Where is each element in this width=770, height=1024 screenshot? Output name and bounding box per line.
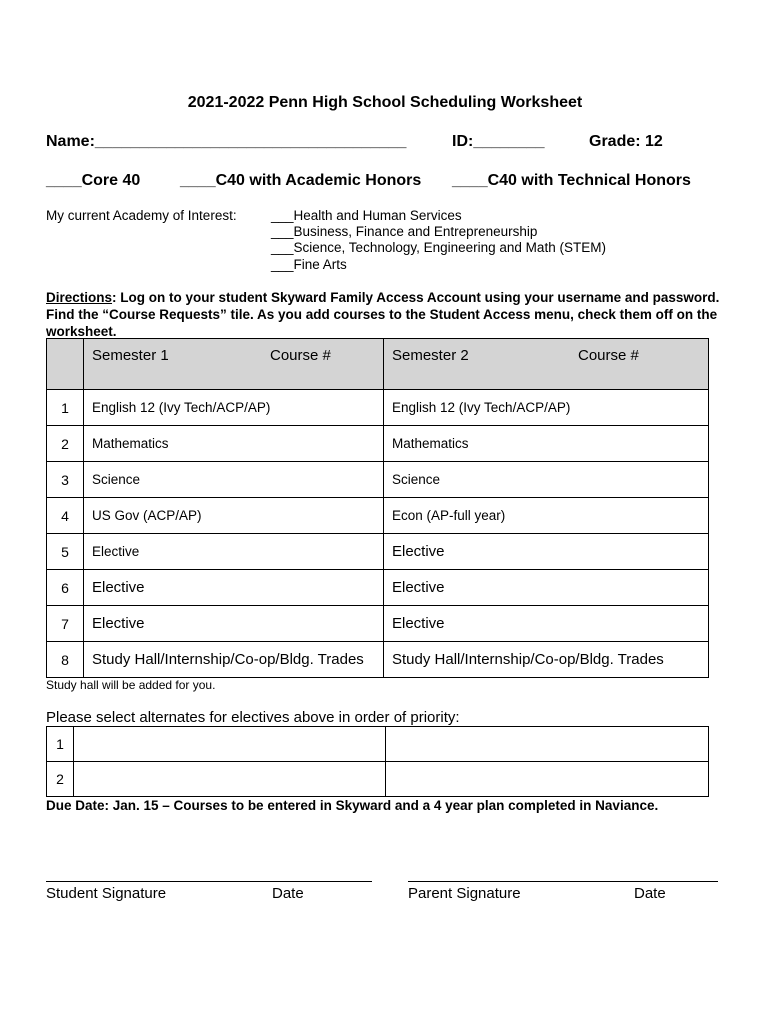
student-signature-label: Student Signature bbox=[46, 885, 167, 902]
row-number: 4 bbox=[47, 498, 84, 534]
semester2-course[interactable]: English 12 (Ivy Tech/ACP/AP) bbox=[384, 390, 709, 426]
student-date-label: Date bbox=[272, 885, 304, 902]
semester1-course[interactable]: US Gov (ACP/AP) bbox=[84, 498, 384, 534]
academy-label: My current Academy of Interest: bbox=[46, 208, 237, 223]
id-field[interactable]: ID:________ bbox=[452, 133, 545, 150]
semester2-course[interactable]: Elective bbox=[384, 534, 709, 570]
schedule-header-row bbox=[47, 339, 709, 390]
row-number: 7 bbox=[47, 606, 84, 642]
semester2-course[interactable]: Science bbox=[384, 462, 709, 498]
row-number: 2 bbox=[47, 426, 84, 462]
grade-label: Grade: 12 bbox=[589, 133, 663, 150]
diploma-option-academic-honors[interactable]: ____C40 with Academic Honors bbox=[180, 172, 422, 189]
row-number: 6 bbox=[47, 570, 84, 606]
table-row bbox=[47, 606, 709, 642]
table-row bbox=[47, 498, 709, 534]
alternate-entry-2b[interactable] bbox=[386, 762, 709, 797]
directions-text: : Log on to your student Skyward Family Access Account using your username and password. Find the “Course Requests” tile. As you add courses to the Student Access menu, check them off on the worksheet. bbox=[46, 290, 720, 339]
row-number: 5 bbox=[47, 534, 84, 570]
semester1-course[interactable]: Elective bbox=[84, 606, 384, 642]
table-row bbox=[47, 426, 709, 462]
semester2-course[interactable]: Econ (AP-full year) bbox=[384, 498, 709, 534]
semester1-course[interactable]: Mathematics bbox=[84, 426, 384, 462]
header-course1: Course # bbox=[270, 347, 331, 364]
row-number: 8 bbox=[47, 642, 84, 678]
semester1-course[interactable]: English 12 (Ivy Tech/ACP/AP) bbox=[84, 390, 384, 426]
table-row bbox=[47, 727, 709, 762]
due-date-note: Due Date: Jan. 15 – Courses to be entered in Skyward and a 4 year plan completed in Naviance. bbox=[46, 798, 659, 813]
semester1-course[interactable]: Study Hall/Internship/Co-op/Bldg. Trades bbox=[84, 642, 384, 678]
academy-option-stem[interactable]: ___Science, Technology, Engineering and Math (STEM) bbox=[271, 240, 606, 255]
semester1-course[interactable]: Elective bbox=[84, 534, 384, 570]
name-field[interactable]: Name:___________________________________ bbox=[46, 133, 407, 150]
academy-option-fine-arts[interactable]: ___Fine Arts bbox=[271, 257, 347, 272]
student-signature-line[interactable] bbox=[46, 881, 372, 882]
alternates-table bbox=[46, 726, 709, 797]
directions-paragraph bbox=[46, 289, 726, 340]
directions-label: Directions bbox=[46, 290, 113, 305]
academy-option-health[interactable]: ___Health and Human Services bbox=[271, 208, 462, 223]
row-number: 3 bbox=[47, 462, 84, 498]
alternate-entry-2a[interactable] bbox=[74, 762, 386, 797]
alternate-number: 2 bbox=[47, 762, 74, 797]
schedule-table bbox=[46, 338, 709, 678]
alternate-entry-1b[interactable] bbox=[386, 727, 709, 762]
parent-signature-line[interactable] bbox=[408, 881, 718, 882]
table-row bbox=[47, 762, 709, 797]
header-semester1-cell bbox=[84, 339, 384, 390]
header-course2: Course # bbox=[578, 347, 639, 364]
table-row bbox=[47, 462, 709, 498]
parent-signature-label: Parent Signature bbox=[408, 885, 521, 902]
row-number: 1 bbox=[47, 390, 84, 426]
table-row bbox=[47, 390, 709, 426]
semester2-course[interactable]: Mathematics bbox=[384, 426, 709, 462]
alternate-entry-1a[interactable] bbox=[74, 727, 386, 762]
table-row bbox=[47, 534, 709, 570]
academy-option-business[interactable]: ___Business, Finance and Entrepreneurship bbox=[271, 224, 538, 239]
alternates-prompt: Please select alternates for electives above in order of priority: bbox=[46, 709, 460, 726]
semester1-course[interactable]: Elective bbox=[84, 570, 384, 606]
diploma-option-technical-honors[interactable]: ____C40 with Technical Honors bbox=[452, 172, 691, 189]
page-title: 2021-2022 Penn High School Scheduling Worksheet bbox=[187, 94, 583, 111]
table-row bbox=[47, 570, 709, 606]
diploma-option-core40[interactable]: ____Core 40 bbox=[46, 172, 141, 189]
header-semester2-cell bbox=[384, 339, 709, 390]
parent-date-label: Date bbox=[634, 885, 666, 902]
study-hall-note: Study hall will be added for you. bbox=[46, 678, 216, 692]
alternate-number: 1 bbox=[47, 727, 74, 762]
semester2-course[interactable]: Study Hall/Internship/Co-op/Bldg. Trades bbox=[384, 642, 709, 678]
semester1-course[interactable]: Science bbox=[84, 462, 384, 498]
header-semester2: Semester 2 bbox=[392, 347, 469, 364]
table-row bbox=[47, 642, 709, 678]
header-number-cell bbox=[47, 339, 84, 390]
header-semester1: Semester 1 bbox=[92, 347, 169, 364]
semester2-course[interactable]: Elective bbox=[384, 570, 709, 606]
semester2-course[interactable]: Elective bbox=[384, 606, 709, 642]
